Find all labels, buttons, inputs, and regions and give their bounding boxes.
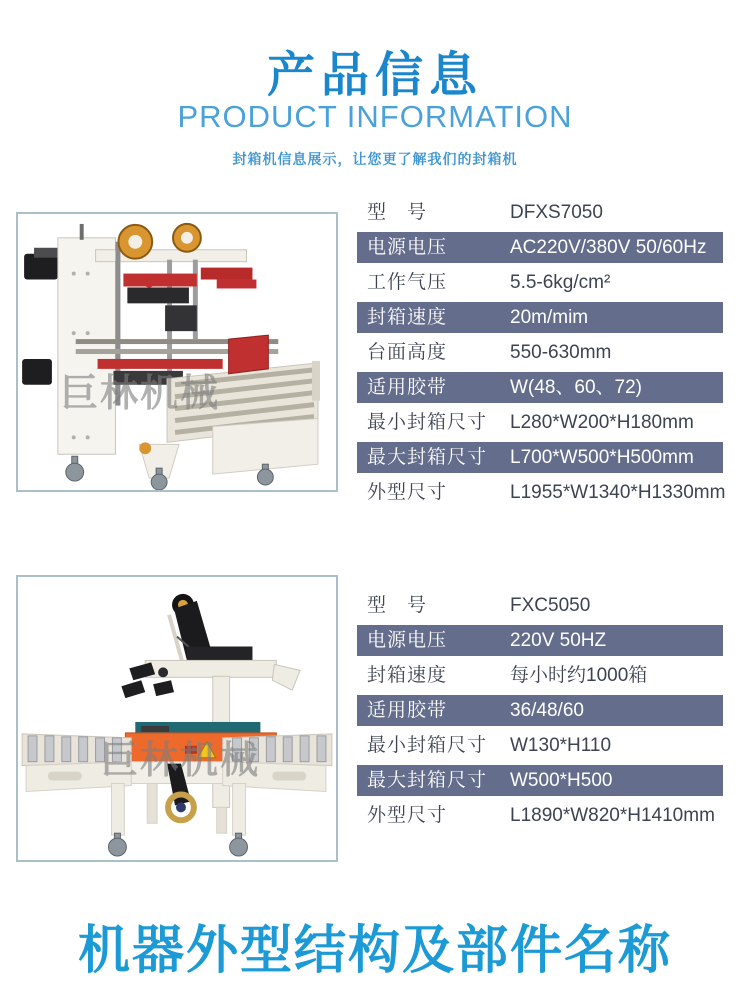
spec-table-dfxs7050 xyxy=(357,195,726,510)
spec-row xyxy=(357,798,723,833)
spec-value: L1955*W1340*H1330mm xyxy=(510,482,726,503)
spec-row xyxy=(357,475,726,510)
spec-label: 台面高度 xyxy=(367,342,448,363)
spec-row xyxy=(357,728,723,763)
spec-value: 5.5-6kg/cm² xyxy=(510,272,611,293)
page-tagline: 封箱机信息展示，让您更了解我们的封箱机 xyxy=(232,151,518,167)
spec-row xyxy=(357,763,723,798)
spec-table-fxc5050 xyxy=(357,588,723,833)
spec-label: 电源电压 xyxy=(367,630,448,651)
spec-row xyxy=(357,195,723,230)
spec-row xyxy=(357,623,723,658)
spec-row xyxy=(357,405,723,440)
spec-label: 最大封箱尺寸 xyxy=(367,447,488,468)
spec-value: W500*H500 xyxy=(510,770,613,791)
product-image-2 xyxy=(16,575,338,862)
spec-label: 外型尺寸 xyxy=(367,805,448,826)
spec-label: 最大封箱尺寸 xyxy=(367,770,488,791)
spec-row xyxy=(357,370,723,405)
spec-label: 适用胶带 xyxy=(367,377,448,398)
page-title: 产品信息 xyxy=(266,49,483,102)
spec-label: 最小封箱尺寸 xyxy=(367,412,488,433)
spec-value: 550-630mm xyxy=(510,342,612,363)
spec-label: 外型尺寸 xyxy=(367,482,448,503)
spec-label: 封箱速度 xyxy=(367,307,448,328)
spec-value: 每小时约1000箱 xyxy=(510,665,648,686)
spec-row xyxy=(357,588,723,623)
spec-value: 220V 50HZ xyxy=(510,630,607,651)
spec-row xyxy=(357,230,723,265)
spec-label: 型 号 xyxy=(367,595,428,616)
spec-row xyxy=(357,335,723,370)
spec-value: 20m/mim xyxy=(510,307,589,328)
spec-value: L700*W500*H500mm xyxy=(510,447,694,468)
spec-value: W130*H110 xyxy=(510,735,612,756)
spec-label: 电源电压 xyxy=(367,237,448,258)
spec-label: 最小封箱尺寸 xyxy=(367,735,488,756)
spec-label: 适用胶带 xyxy=(367,700,448,721)
spec-value: L1890*W820*H1410mm xyxy=(510,805,715,826)
spec-value: AC220V/380V 50/60Hz xyxy=(510,237,707,258)
spec-value: L280*W200*H180mm xyxy=(510,412,694,433)
spec-row xyxy=(357,300,723,335)
side-belt-sealer-illustration xyxy=(18,577,336,860)
corner-sealer-illustration xyxy=(18,214,336,490)
spec-row xyxy=(357,693,723,728)
watermark-text: 巨林机械 xyxy=(100,740,261,782)
product-image-1 xyxy=(16,212,338,492)
spec-value: FXC5050 xyxy=(510,595,591,616)
spec-row xyxy=(357,265,723,300)
spec-label: 型 号 xyxy=(367,202,428,223)
spec-label: 工作气压 xyxy=(367,272,448,293)
spec-value: DFXS7050 xyxy=(510,202,603,223)
spec-row xyxy=(357,440,723,475)
watermark-text: 巨林机械 xyxy=(60,373,221,415)
spec-label: 封箱速度 xyxy=(367,665,448,686)
section-title-structure: 机器外型结构及部件名称 xyxy=(77,922,672,980)
spec-row xyxy=(357,658,723,693)
spec-value: 36/48/60 xyxy=(510,700,584,721)
spec-value: W(48、60、72) xyxy=(510,377,642,398)
page-subtitle: PRODUCT INFORMATION xyxy=(177,99,573,134)
